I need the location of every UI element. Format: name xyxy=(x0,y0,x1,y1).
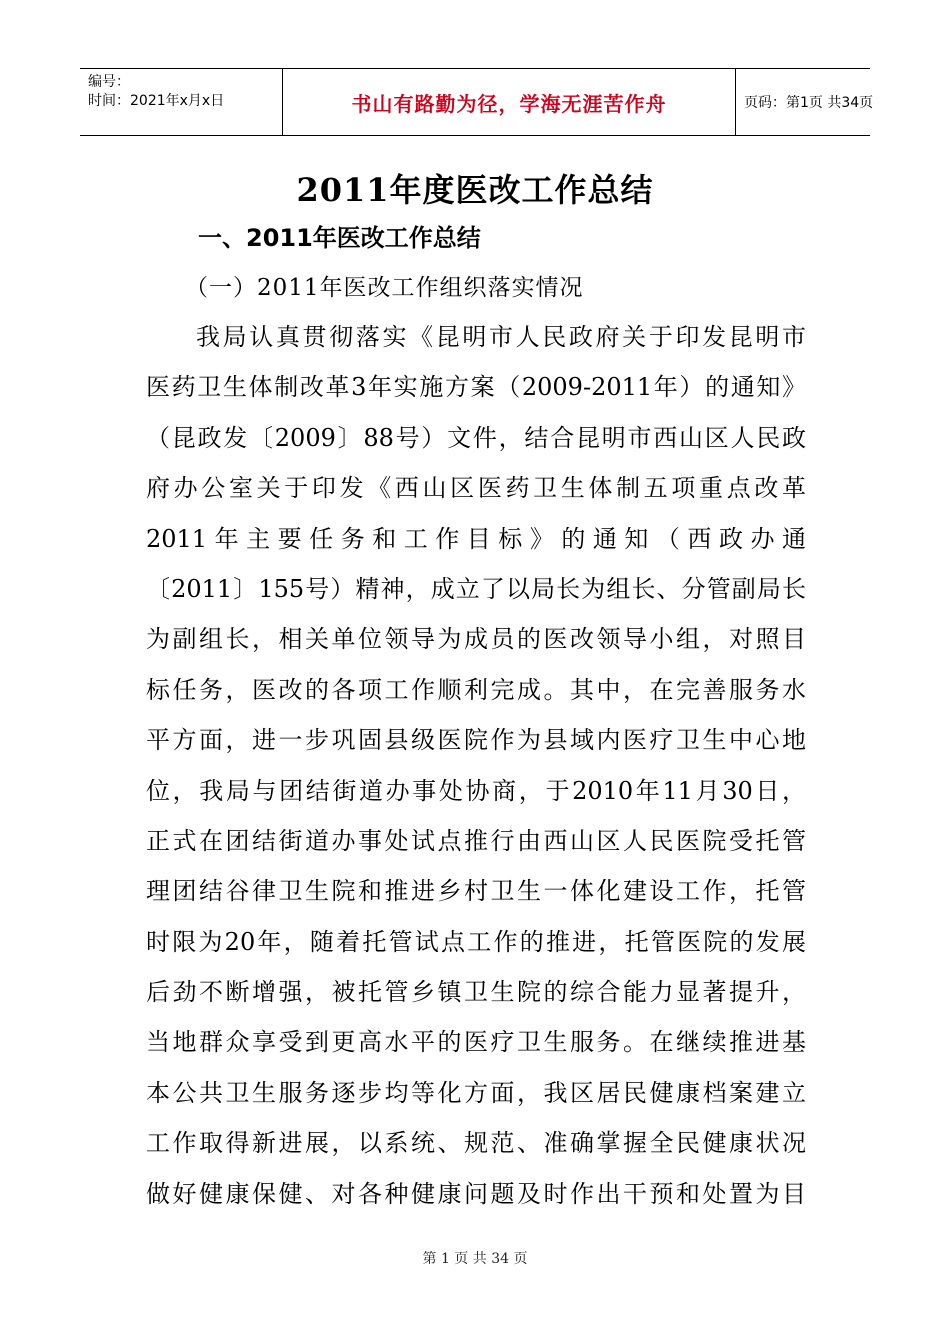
header-motto: 书山有路勤为径，学海无涯苦作舟 xyxy=(351,91,667,116)
body-line: 正式在团结街道办事处试点推行由西山区人民医院受托管 xyxy=(146,826,806,855)
body-line: 后劲不断增强，被托管乡镇卫生院的综合能力显著提升， xyxy=(146,978,806,1007)
body-line: 标任务，医改的各项工作顺利完成。其中，在完善服务水 xyxy=(146,675,806,704)
header-meta xyxy=(80,69,282,135)
body-line: 为副组长，相关单位领导为成员的医改领导小组，对照目 xyxy=(146,625,806,654)
header-motto-cell xyxy=(282,69,736,135)
document-number-label: 编号： xyxy=(88,74,130,90)
body-paragraph xyxy=(146,312,806,1219)
body-line: 我局认真贯彻落实《昆明市人民政府关于印发昆明市 xyxy=(196,323,806,351)
section-heading: 一、2011年医改工作总结 xyxy=(198,224,481,252)
body-line: 2011年主要任务和工作目标》的通知（西政办通 xyxy=(146,524,806,553)
body-line: 本公共卫生服务逐步均等化方面，我区居民健康档案建立 xyxy=(146,1078,806,1107)
body-line: （昆政发〔2009〕88号）文件，结合昆明市西山区人民政 xyxy=(146,423,806,452)
header-page-info-cell xyxy=(736,69,874,135)
subsection-heading: （一）2011年医改工作组织落实情况 xyxy=(185,275,584,301)
body-line: 〔2011〕155号）精神，成立了以局长为组长、分管副局长 xyxy=(146,574,806,603)
body-line: 时限为20年，随着托管试点工作的推进，托管医院的发展 xyxy=(146,927,806,956)
body-line: 医药卫生体制改革3年实施方案（2009-2011年）的通知》 xyxy=(146,373,806,402)
document-title: 2011年度医改工作总结 xyxy=(296,171,654,209)
body-line: 府办公室关于印发《西山区医药卫生体制五项重点改革 xyxy=(146,474,806,503)
body-line: 理团结谷律卫生院和推进乡村卫生一体化建设工作，托管 xyxy=(146,877,806,906)
body-line: 当地群众享受到更高水平的医疗卫生服务。在继续推进基 xyxy=(146,1028,806,1057)
body-line: 位，我局与团结街道办事处协商，于2010年11月30日， xyxy=(146,776,806,805)
body-line: 平方面，进一步巩固县级医院作为县域内医疗卫生中心地 xyxy=(146,726,806,755)
page-header xyxy=(80,68,874,136)
body-line: 工作取得新进展，以系统、规范、准确掌握全民健康状况 xyxy=(146,1129,806,1158)
header-page-info: 页码：第1页 共34页 xyxy=(744,95,874,111)
body-line: 做好健康保健、对各种健康问题及时作出干预和处置为目 xyxy=(146,1179,806,1208)
document-time-label: 时间：2021年x月x日 xyxy=(88,93,225,109)
page-footer: 第 1 页 共 34 页 xyxy=(422,1251,528,1267)
